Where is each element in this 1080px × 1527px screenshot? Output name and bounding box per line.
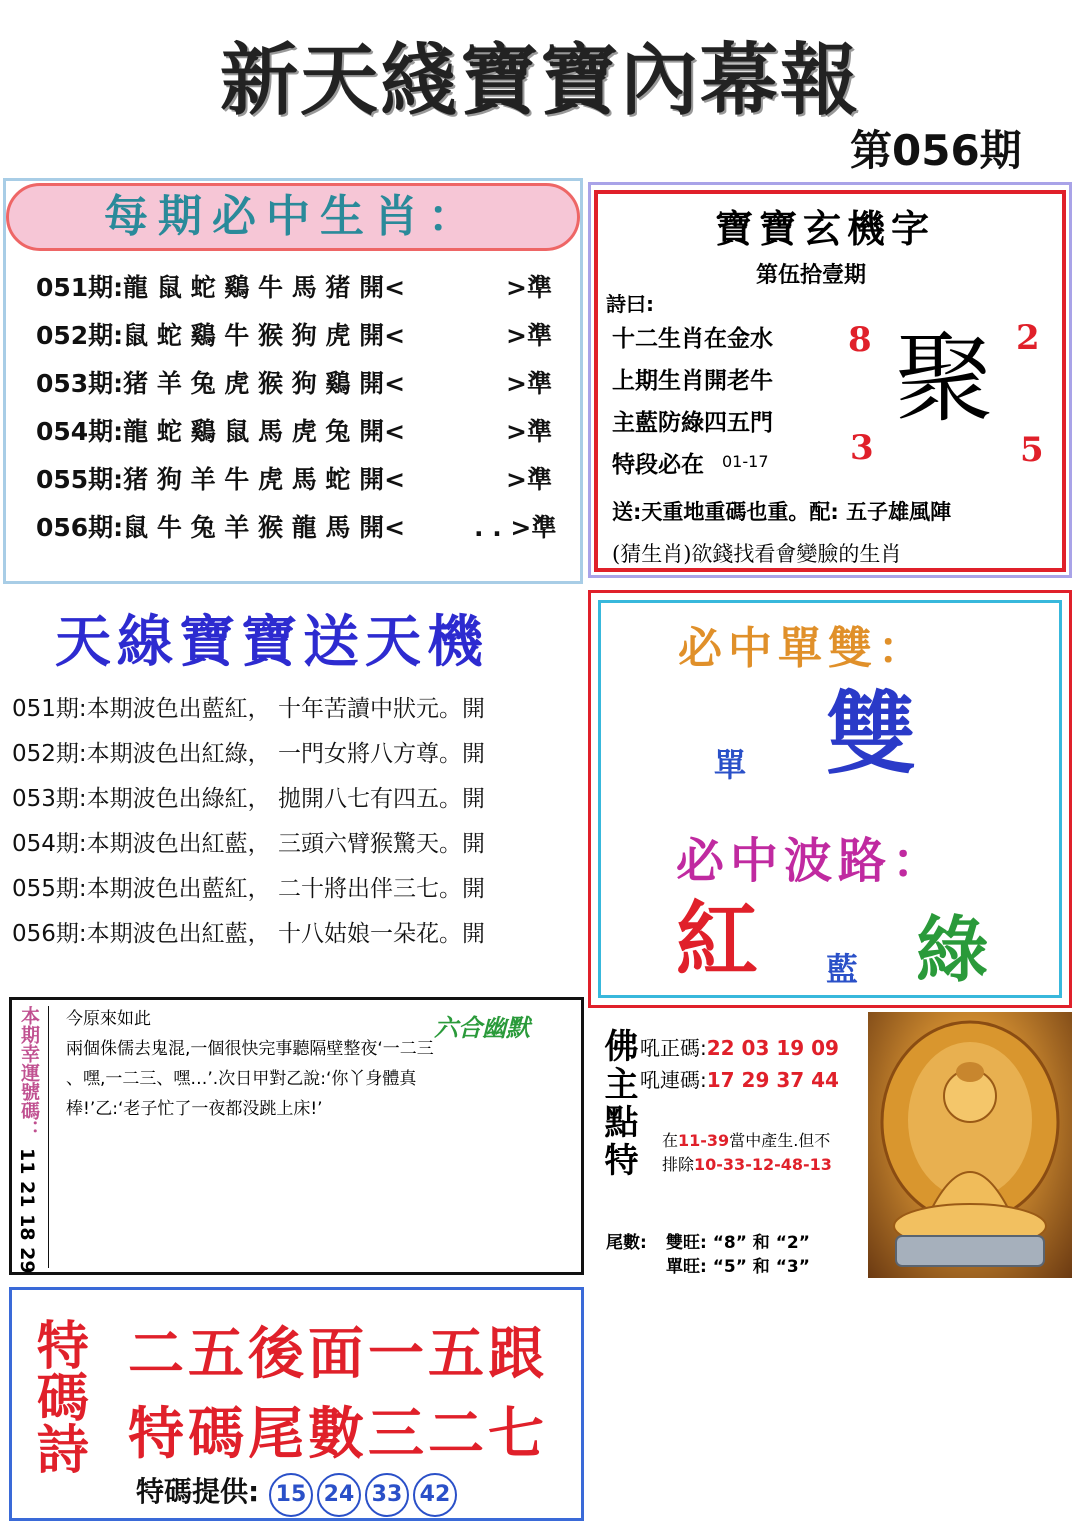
- zodiac-row-result: . . >準: [474, 513, 557, 542]
- joke-text: 兩個侏儒去鬼混,一個很快完事聽隔壁整夜‘一二三: [66, 1039, 434, 1059]
- range-prefix: 在: [662, 1131, 679, 1150]
- zodiac-row-result: >準: [506, 321, 552, 350]
- secret-number: 2: [1016, 318, 1040, 358]
- joke-divider: [48, 1006, 49, 1268]
- zheng-row: [640, 1032, 839, 1061]
- exclude-row: [662, 1152, 832, 1175]
- tianji-line: 053期:本期波色出綠紅， 拋開八七有四五。開: [12, 786, 485, 812]
- zodiac-row: [36, 460, 576, 496]
- zodiac-row-label: 052期:鼠 蛇 鷄 牛 猴 狗 虎 開<: [36, 321, 406, 350]
- tianji-title: 天線寶寶送天機: [55, 610, 489, 675]
- zodiac-row-label: 056期:鼠 牛 兔 羊 猴 龍 馬 開<: [36, 513, 406, 542]
- number-ball: 24: [317, 1473, 361, 1517]
- zodiac-row-label: 055期:猪 狗 羊 牛 虎 馬 蛇 開<: [36, 465, 406, 494]
- joke-text: 今原來如此: [66, 1009, 151, 1029]
- secret-big-char: 聚: [895, 322, 994, 436]
- tianji-line: 056期:本期波色出紅藍， 十八姑娘一朵花。開: [12, 921, 485, 947]
- secret-title: 寶寶玄機字: [715, 207, 936, 251]
- secret-line: 十二生肖在金水: [612, 326, 773, 352]
- tianji-line: 055期:本期波色出藍紅， 二十將出伴三七。開: [12, 876, 485, 902]
- range-row: [662, 1128, 830, 1151]
- provide-label: 特碼提供:: [136, 1475, 260, 1508]
- number-ball: 15: [269, 1473, 313, 1517]
- zodiac-heading: 每期必中生肖：: [6, 183, 580, 251]
- zodiac-row-result: >準: [506, 465, 552, 494]
- poem-label: 詩曰:: [606, 292, 654, 316]
- wave-blue: 藍: [826, 950, 859, 988]
- humor-tag: 六合幽默: [434, 1014, 530, 1042]
- range-suffix: 當中產生.但不: [729, 1131, 831, 1150]
- buddha-image: [868, 1012, 1072, 1278]
- tail-single: 單旺: “5” 和 “3”: [666, 1257, 810, 1277]
- secret-number: 5: [1020, 430, 1044, 470]
- poem-side-label: 特碼詩: [27, 1318, 88, 1474]
- zodiac-row: [36, 364, 576, 400]
- tianji-line: 051期:本期波色出藍紅， 十年苦讀中狀元。開: [12, 696, 485, 722]
- secret-line: 特段必在: [612, 452, 704, 478]
- zodiac-row-label: 054期:龍 蛇 鷄 鼠 馬 虎 兔 開<: [36, 417, 406, 446]
- tianji-line: 052期:本期波色出紅綠， 一門女將八方尊。開: [12, 741, 485, 767]
- zodiac-row: [36, 508, 576, 544]
- secret-line: 主藍防綠四五門: [612, 410, 773, 436]
- tail-double: 雙旺: “8” 和 “2”: [666, 1233, 810, 1253]
- secret-line: 上期生肖開老牛: [612, 368, 773, 394]
- joke-text: 、嘿,一二三、嘿…’.次日甲對乙說:‘你丫身體真: [66, 1069, 417, 1089]
- zodiac-row-result: >準: [506, 273, 552, 302]
- odd-even-heading: 必中單雙：: [678, 623, 928, 674]
- secret-send-line: 送:天重地重碼也重。配: 五子雄風陣: [612, 500, 952, 524]
- wave-green: 綠: [916, 908, 989, 992]
- secret-number: 3: [850, 428, 874, 468]
- provide-row: [136, 1470, 461, 1517]
- secret-subtitle: 第伍拾壹期: [756, 263, 867, 288]
- zodiac-row-label: 051期:龍 鼠 蛇 鷄 牛 馬 猪 開<: [36, 273, 406, 302]
- exclude-label: 排除: [662, 1155, 695, 1174]
- joke-text: 棒!’乙:‘老子忙了一夜都没跳上床!’: [66, 1099, 323, 1119]
- lian-row: [640, 1064, 839, 1093]
- number-ball: 33: [365, 1473, 409, 1517]
- buddha-figure-icon: [868, 1012, 1072, 1278]
- even-char: 雙: [826, 682, 916, 787]
- issue-number: 第056期: [850, 126, 1022, 175]
- poem-line: 二五後面一五跟: [128, 1322, 548, 1387]
- tianji-line: 054期:本期波色出紅藍， 三頭六臂猴驚天。開: [12, 831, 485, 857]
- zodiac-row-result: >準: [506, 417, 552, 446]
- zodiac-row-label: 053期:猪 羊 兔 虎 猴 狗 鷄 開<: [36, 369, 406, 398]
- zheng-label: 吼正碼:: [640, 1036, 707, 1060]
- tail-label: 尾數:: [606, 1233, 647, 1253]
- buddha-label: 佛主點特: [598, 1028, 638, 1180]
- lian-numbers: 17 29 37 44: [706, 1068, 839, 1092]
- odd-char: 單: [714, 746, 747, 784]
- page-title: 新天綫寶寶內幕報: [219, 36, 860, 126]
- range-numbers: 11-39: [678, 1131, 730, 1150]
- wave-heading: 必中波路：: [676, 833, 947, 889]
- zodiac-row: [36, 316, 576, 352]
- zheng-numbers: 22 03 19 09: [706, 1036, 839, 1060]
- zodiac-row: [36, 268, 576, 304]
- secret-number: 8: [848, 320, 872, 360]
- lian-label: 吼連碼:: [640, 1068, 707, 1092]
- secret-range: 01-17: [722, 452, 769, 471]
- wave-red: 紅: [676, 893, 759, 988]
- exclude-numbers: 10-33-12-48-13: [694, 1155, 832, 1174]
- poem-line: 特碼尾數三二七: [128, 1402, 548, 1467]
- lucky-numbers: 11 21 18 29: [16, 1148, 38, 1274]
- number-ball: 42: [413, 1473, 457, 1517]
- zodiac-row: [36, 412, 576, 448]
- secret-guess-line: (猜生肖)欲錢找看會變臉的生肖: [612, 542, 902, 566]
- lucky-label: 本期幸運號碼：: [18, 1006, 40, 1139]
- zodiac-row-result: >準: [506, 369, 552, 398]
